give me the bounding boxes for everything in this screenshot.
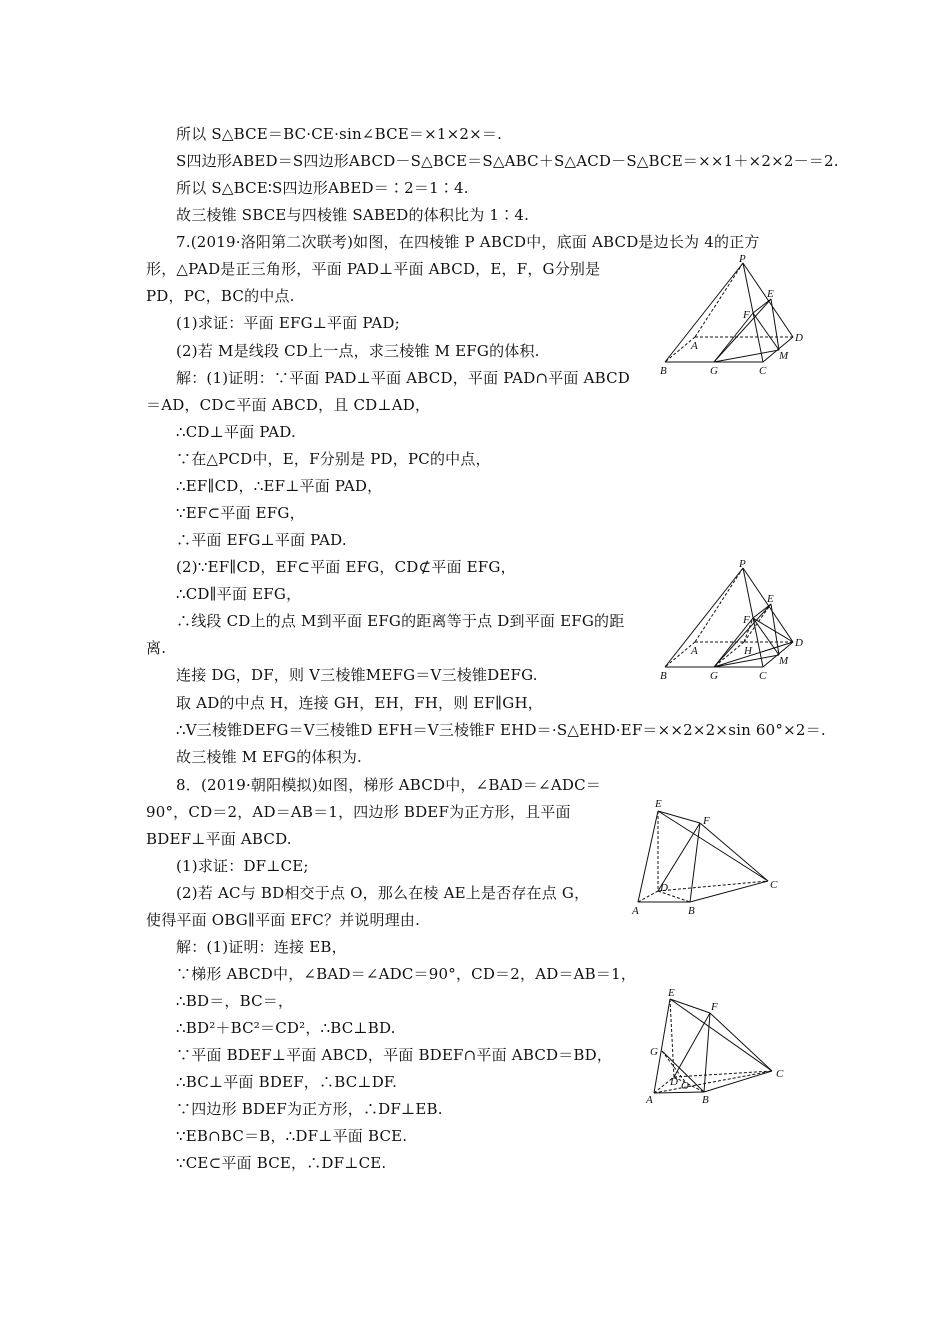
text-line: ＝AD，CD⊂平面 ABCD，且 CD⊥AD，	[146, 396, 431, 414]
vertex-label: G	[710, 670, 718, 682]
vertex-label: G	[650, 1046, 658, 1058]
vertex-label: H	[744, 645, 752, 657]
vertex-label: D	[795, 332, 803, 344]
problem-8-heading: 8．(2019·朝阳模拟)如图，梯形 ABCD中，∠BAD＝∠ADC＝	[176, 776, 601, 794]
text-line: 故三棱锥 M EFG的体积为.	[176, 748, 363, 766]
text-line: (2)∵EF∥CD，EF⊂平面 EFG，CD⊄平面 EFG，	[176, 558, 516, 576]
text-line: ∵EF⊂平面 EFG，	[176, 504, 305, 522]
text-line: ∵CE⊂平面 BCE，∴DF⊥CE.	[176, 1154, 387, 1172]
vertex-label: A	[691, 645, 698, 657]
text-line: 连接 DG，DF，则 V三棱锥MEFG＝V三棱锥DEFG.	[176, 666, 538, 684]
vertex-label: F	[743, 614, 750, 626]
text-line: ∴CD∥平面 EFG，	[176, 585, 302, 603]
text-line: 离.	[146, 639, 167, 657]
pyramid-figure-2	[655, 560, 815, 685]
vertex-label: A	[632, 905, 639, 917]
text-line: ∵四边形 BDEF为正方形，∴DF⊥EB.	[176, 1100, 443, 1118]
text-line: 解：(1)证明：连接 EB，	[176, 938, 347, 956]
text-line: 使得平面 OBG∥平面 EFC？并说明理由.	[146, 911, 421, 929]
text-line: 所以 S△BCE＝BC·CE·sin∠BCE＝×1×2×＝.	[176, 125, 503, 143]
vertex-label: E	[767, 593, 774, 605]
text-line: ∵EB∩BC＝B，∴DF⊥平面 BCE.	[176, 1127, 408, 1145]
text-line: S四边形ABED＝S四边形ABCD－S△BCE＝S△ABC＋S△ACD－S△BCE＝××1＋×2×2－＝2.	[176, 152, 839, 170]
text-line: 取 AD的中点 H，连接 GH，EH，FH，则 EF∥GH，	[176, 694, 543, 712]
text-line: PD，PC，BC的中点.	[146, 287, 295, 305]
vertex-label: E	[767, 288, 774, 300]
text-line: (2)若 M是线段 CD上一点，求三棱锥 M EFG的体积.	[176, 342, 540, 360]
vertex-label: E	[655, 798, 662, 810]
vertex-label: M	[779, 655, 789, 667]
vertex-label: B	[660, 670, 667, 682]
vertex-label: B	[660, 365, 667, 377]
text-line: ∴线段 CD上的点 M到平面 EFG的距离等于点 D到平面 EFG的距	[176, 612, 625, 630]
text-line: 所以 S△BCE∶S四边形ABED＝∶2＝1∶4.	[176, 179, 469, 197]
text-line: ∴BD＝，BC＝，	[176, 992, 294, 1010]
text-line: (1)求证：平面 EFG⊥平面 PAD;	[176, 314, 400, 332]
text-line: (1)求证：DF⊥CE;	[176, 857, 309, 875]
square-trapezoid-figure-2	[640, 985, 795, 1110]
vertex-label: C	[770, 879, 778, 891]
text-line: BDEF⊥平面 ABCD.	[146, 830, 292, 848]
text-line: ∴EF∥CD，∴EF⊥平面 PAD，	[176, 477, 383, 495]
vertex-label: F	[711, 1001, 718, 1013]
vertex-label: F	[743, 309, 750, 321]
text-line: ∴平面 EFG⊥平面 PAD.	[176, 531, 347, 549]
text-line: ∴BD²＋BC²＝CD²，∴BC⊥BD.	[176, 1019, 396, 1037]
text-line: (2)若 AC与 BD相交于点 O，那么在棱 AE上是否存在点 G，	[176, 884, 590, 902]
text-line: 故三棱锥 SBCE与四棱锥 SABED的体积比为 1∶4.	[176, 206, 530, 224]
vertex-label: G	[710, 365, 718, 377]
vertex-label: M	[779, 350, 789, 362]
problem-7-heading: 7.(2019·洛阳第二次联考)如图，在四棱锥 P ABCD中，底面 ABCD是边长为 4的正方	[176, 233, 760, 251]
vertex-label: P	[739, 560, 746, 570]
vertex-label: A	[691, 340, 698, 352]
vertex-label: B	[702, 1094, 709, 1106]
vertex-label: C	[776, 1068, 784, 1080]
vertex-label: F	[703, 815, 710, 827]
vertex-label: A	[646, 1094, 653, 1106]
vertex-label: P	[739, 255, 746, 265]
text-line: ∴CD⊥平面 PAD.	[176, 423, 296, 441]
vertex-label: C	[759, 670, 767, 682]
vertex-label: C	[759, 365, 767, 377]
text-line: ∵在△PCD中，E，F分别是 PD，PC的中点，	[176, 450, 491, 468]
text-line: ∵平面 BDEF⊥平面 ABCD，平面 BDEF∩平面 ABCD＝BD，	[176, 1046, 613, 1064]
text-line: ∴BC⊥平面 BDEF，∴BC⊥DF.	[176, 1073, 398, 1091]
text-line: 解：(1)证明：∵平面 PAD⊥平面 ABCD，平面 PAD∩平面 ABCD	[176, 369, 631, 387]
vertex-label: D	[660, 882, 668, 894]
pyramid-figure-1	[655, 255, 815, 380]
vertex-label: D	[795, 637, 803, 649]
square-trapezoid-figure-1	[628, 795, 788, 920]
text-line: 90°，CD＝2，AD＝AB＝1，四边形 BDEF为正方形，且平面	[146, 803, 571, 821]
vertex-label: B	[688, 905, 695, 917]
text-line: ∵梯形 ABCD中，∠BAD＝∠ADC＝90°，CD＝2，AD＝AB＝1，	[176, 965, 637, 983]
text-line: ∴V三棱锥DEFG＝V三棱锥D EFH＝V三棱锥F EHD＝·S△EHD·EF＝××2×2×sin 60°×2＝.	[176, 721, 826, 739]
vertex-label: D	[670, 1076, 678, 1088]
vertex-label: E	[668, 987, 675, 999]
vertex-label: O	[681, 1080, 689, 1092]
text-line: 形，△PAD是正三角形，平面 PAD⊥平面 ABCD，E，F，G分别是	[146, 260, 601, 278]
